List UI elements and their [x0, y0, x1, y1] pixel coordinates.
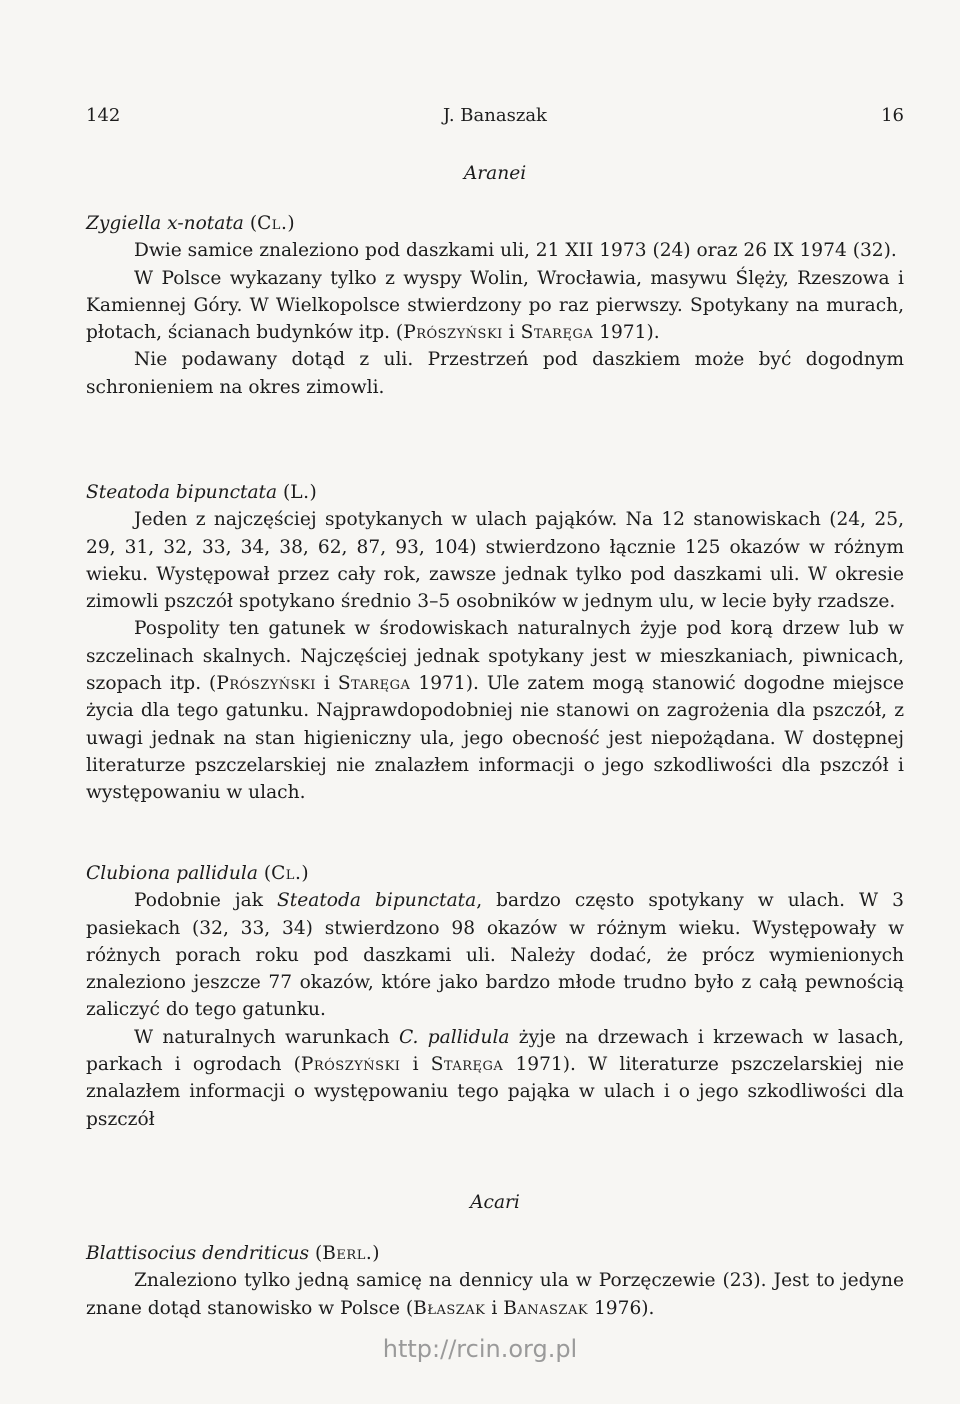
paragraph: Nie podawany dotąd z uli. Przestrzeń pod daszkiem może być dogodnym schronieniem na okres zimowli. — [86, 349, 904, 398]
running-title: J. Banaszak — [443, 105, 547, 126]
section-title-acari: Acari — [470, 1192, 520, 1213]
paragraph: W naturalnych warunkach C. pallidula żyje na drzewach i krzewach w lasach, parkach i ogrodach (Prószyński i Staręga 1971). W literaturze pszczelarskiej nie znalazłem informacji o występowaniu tego pająka w ulach i o jego szkodliwości dla pszczół — [86, 1026, 904, 1130]
species-entry-clubiona — [86, 860, 904, 1133]
species-author: L. — [290, 482, 310, 503]
paragraph: Dwie samice znaleziono pod daszkami uli, 21 XII 1973 (24) oraz 26 IX 1974 (32). — [134, 240, 897, 262]
species-entry-zygiella — [86, 210, 904, 401]
section-title-aranei: Aranei — [463, 163, 527, 184]
species-entry-steatoda — [86, 479, 904, 807]
paragraph: Pospolity ten gatunek w środowiskach naturalnych żyje pod korą drzew lub w szczelinach skalnych. Najczęściej jednak spotykany jest w mieszkaniach, piwnicach, szopach itp. (Prószyński i Staręga 1971). Ule zatem mogą stanowić dogodne miejsce życia dla tego gatunku. Najprawdopodobniej nie stanowi on zagrożenia dla pszczół, z uwagi jednak na stan higieniczny ula, jego obecność jest niepożądana. W dostępnej literaturze pszczelarskiej nie znalazłem informacji o jego szkodliwości dla pszczół i występowaniu w ulach. — [86, 618, 904, 804]
species-name: Blattisocius dendriticus — [86, 1243, 310, 1264]
section-page-number: 16 — [881, 105, 904, 126]
page-header — [86, 102, 904, 130]
species-name: Zygiella x-notata — [86, 213, 244, 234]
paragraph: Znaleziono tylko jedną samicę na dennicy ula w Porzęczewie (23). Jest to jedyne znane dotąd stanowisko w Polsce (Błaszak i Banaszak 1976). — [86, 1270, 904, 1319]
species-heading: Blattisocius dendriticus (Berl.) — [86, 1243, 380, 1264]
species-heading: Steatoda bipunctata (L.) — [86, 482, 317, 503]
species-author: Cl. — [257, 213, 288, 234]
species-name: Clubiona pallidula — [86, 863, 258, 884]
page-number: 142 — [86, 105, 121, 126]
species-heading: Clubiona pallidula (Cl.) — [86, 863, 309, 884]
paragraph: W Polsce wykazany tylko z wyspy Wolin, Wrocławia, masywu Ślęży, Rzeszowa i Kamiennej Góry. W Wielkopolsce stwierdzony po raz pierwszy. Spotykany na murach, płotach, ścianach budynków itp. (Prószyński i Staręga 1971). — [86, 267, 904, 344]
source-watermark-url: http://rcin.org.pl — [382, 1335, 578, 1363]
species-name: Steatoda bipunctata — [86, 482, 278, 503]
species-entry-blattisocius — [86, 1240, 904, 1322]
paragraph: Podobnie jak Steatoda bipunctata, bardzo często spotykany w ulach. W 3 pasiekach (32, 33, 34) stwierdzono 98 okazów w różnym wieku. Występowały w różnych porach roku pod daszkami uli. Należy dodać, że prócz wymienionych znaleziono jeszcze 77 okazów, które jako bardzo młode trudno było z całą pewnością zaliczyć do tego gatunku. — [86, 890, 904, 1021]
species-author: Berl. — [322, 1243, 373, 1264]
species-heading: Zygiella x-notata (Cl.) — [86, 213, 295, 234]
paragraph: Jeden z najczęściej spotykanych w ulach pająków. Na 12 stanowiskach (24, 25, 29, 31, 32, 33, 34, 38, 62, 87, 93, 104) stwierdzono łącznie 125 okazów w różnym wieku. Występował przez cały rok, zawsze jednak tylko pod daszkami uli. W okresie zimowli pszczół spotykano średnio 3–5 osobników w jednym ulu, w lecie były rzadsze. — [86, 509, 904, 613]
species-author: Cl. — [271, 863, 302, 884]
